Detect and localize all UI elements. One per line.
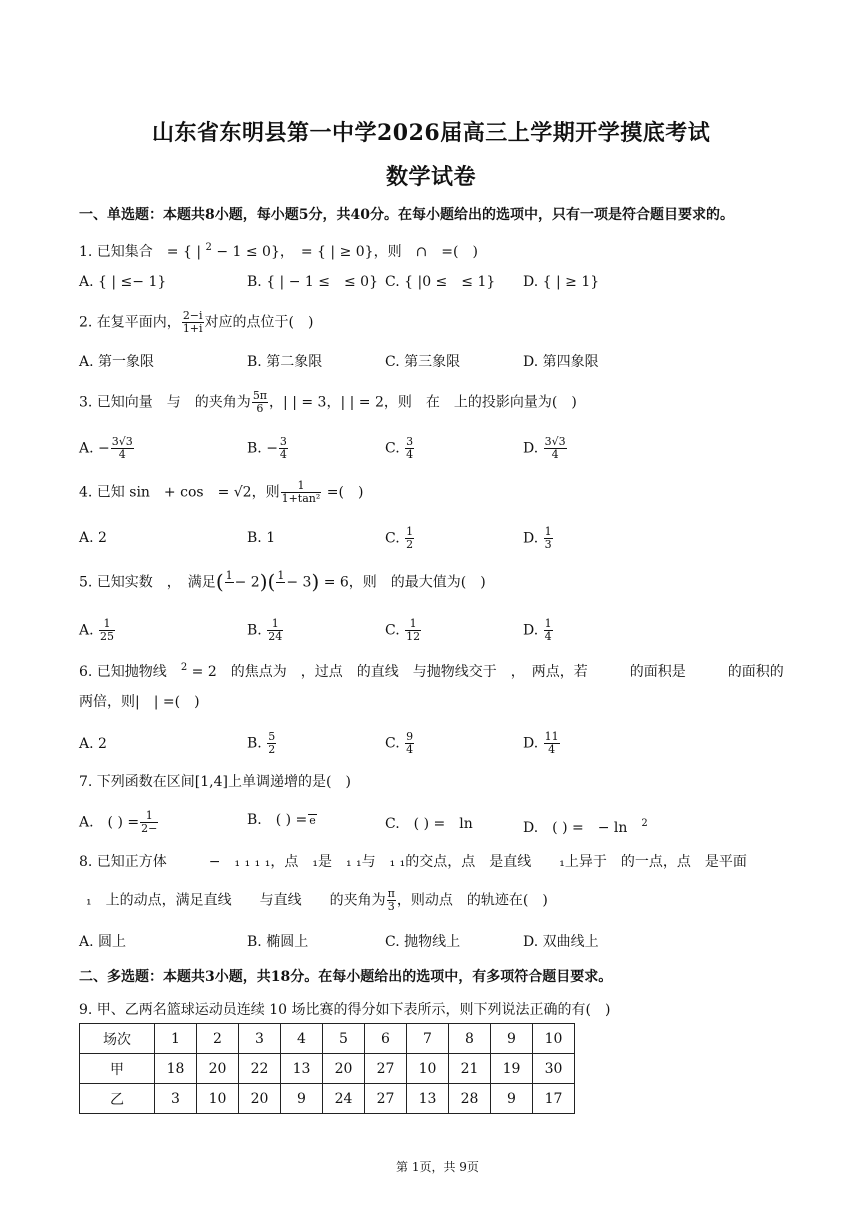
question-1-stem: 1. 已知集合 = { | $^2$ − 1 ≤ 0}， = { | ≥ 0}，则 ∩ =( ) (79, 242, 478, 260)
table-cell: 24 (323, 1084, 365, 1114)
table-cell: 9 (491, 1024, 533, 1054)
q4-option-a[interactable]: A. 2 (79, 530, 107, 546)
section-heading-multiple-choice: 二、多选题：本题共3小题，共18分。在每小题给出的选项中，有多项符合题目要求。 (79, 969, 613, 985)
q1-option-c[interactable]: C. { |0 ≤ ≤ 1} (385, 274, 496, 290)
table-cell: 8 (449, 1024, 491, 1054)
table-cell: 10 (533, 1024, 575, 1054)
table-cell: 9 (281, 1084, 323, 1114)
q4-option-b[interactable]: B. 1 (247, 530, 276, 546)
table-cell: 20 (323, 1054, 365, 1084)
table-cell: 22 (239, 1054, 281, 1084)
table-cell: 21 (449, 1054, 491, 1084)
q3-option-b[interactable]: B. − $\frac{3}{4}$ (247, 435, 287, 461)
question-8-stem-line2: ₁ 上的动点，满足直线 与直线 的夹角为 $\frac{\pi}{3}$ ，则动点 的轨迹在( ) (86, 887, 548, 913)
table-cell: 2 (197, 1024, 239, 1054)
q7-option-d[interactable]: D. ( ) = − ln $^2$ (523, 818, 648, 836)
table-cell: 30 (533, 1054, 575, 1084)
table-cell: 13 (281, 1054, 323, 1084)
table-cell: 18 (155, 1054, 197, 1084)
q7-option-c[interactable]: C. ( ) = ln (385, 816, 473, 832)
q3-option-d[interactable]: D. $\frac{3√3}{4}$ (523, 435, 566, 461)
question-5-stem: 5. 已知实数 ， 满足( 1 − 2)( 1 − 3) = 6，则 的最大值为( ) (79, 569, 486, 594)
table-cell: 10 (197, 1084, 239, 1114)
page-footer: 第 1页，共 9页 (396, 1160, 479, 1174)
q3-option-a[interactable]: A. − $\frac{3√3}{4}$ (79, 435, 133, 461)
table-cell: 20 (239, 1084, 281, 1114)
table-cell: 场次 (80, 1024, 155, 1054)
q6-option-c[interactable]: C. $\frac{9}{4}$ (385, 730, 414, 756)
question-6-stem-line1: 6. 已知抛物线 $^2$ = 2 的焦点为 ，过点 的直线 与抛物线交于 ， 两点，若 的面积是 的面积的 (79, 662, 784, 680)
q2-option-b[interactable]: B. 第二象限 (247, 354, 323, 370)
table-cell: 甲 (80, 1054, 155, 1084)
table-cell: 5 (323, 1024, 365, 1054)
q1-option-a[interactable]: A. { | ≤− 1} (79, 274, 167, 290)
q8-option-d[interactable]: D. 双曲线上 (523, 934, 599, 950)
table-cell: 6 (365, 1024, 407, 1054)
table-cell: 28 (449, 1084, 491, 1114)
q4-option-c[interactable]: C. $\frac{1}{2}$ (385, 525, 414, 551)
q2-option-a[interactable]: A. 第一象限 (79, 354, 155, 370)
table-row (80, 1054, 575, 1084)
section-heading-single-choice: 一、单选题：本题共8小题，每小题5分，共40分。在每小题给出的选项中，只有一项是符合题目要求的。 (79, 207, 734, 223)
q7-option-b[interactable]: B. ( ) = e (247, 812, 316, 828)
q1-option-d[interactable]: D. { | ≥ 1} (523, 274, 600, 290)
question-2-stem: 2. 在复平面内， $\frac{2-i}{1+i}$ 对应的点位于( ) (79, 309, 314, 335)
q5-option-a[interactable]: A. $\frac{1}{25}$ (79, 617, 115, 643)
question-9-stem: 9. 甲、乙两名篮球运动员连续 10 场比赛的得分如下表所示，则下列说法正确的有( ) (79, 1002, 611, 1018)
table-cell: 19 (491, 1054, 533, 1084)
table-row (80, 1084, 575, 1114)
table-cell: 3 (155, 1084, 197, 1114)
table-cell: 27 (365, 1084, 407, 1114)
q6-option-b[interactable]: B. $\frac{5}{2}$ (247, 730, 276, 756)
question-3-stem: 3. 已知向量 与 的夹角为 $\frac{5\pi}{6}$ ，| | = 3，| | = 2，则 在 上的投影向量为( ) (79, 389, 577, 415)
table-cell: 13 (407, 1084, 449, 1114)
question-7-stem: 7. 下列函数在区间[1,4]上单调递增的是( ) (79, 774, 351, 790)
question-4-stem: 4. 已知 sin + cos = √2，则 $\frac{1}{\text{1+tan²}}$ =( ) (79, 479, 364, 505)
exam-title: 山东省东明县第一中学2026届高三上学期开学摸底考试 (152, 120, 711, 146)
q8-option-a[interactable]: A. 圆上 (79, 934, 127, 950)
q2-option-d[interactable]: D. 第四象限 (523, 354, 599, 370)
q8-option-c[interactable]: C. 抛物线上 (385, 934, 461, 950)
q4-option-d[interactable]: D. $\frac{1}{3}$ (523, 525, 552, 551)
q7-option-a[interactable]: A. ( ) = $\frac{1}{2-}$ (79, 809, 158, 835)
q5-option-c[interactable]: C. $\frac{1}{12}$ (385, 617, 421, 643)
exam-subtitle: 数学试卷 (386, 164, 477, 190)
q6-option-d[interactable]: D. $\frac{11}{4}$ (523, 730, 559, 756)
table-cell: 9 (491, 1084, 533, 1114)
q6-option-a[interactable]: A. 2 (79, 736, 107, 752)
q5-option-b[interactable]: B. $\frac{1}{24}$ (247, 617, 283, 643)
q2-option-c[interactable]: C. 第三象限 (385, 354, 461, 370)
table-cell: 17 (533, 1084, 575, 1114)
table-cell: 3 (239, 1024, 281, 1054)
question-8-stem-line1: 8. 已知正方体 − ₁ ₁ ₁ ₁，点 ₁是 ₁ ₁与 ₁ ₁的交点，点 是直线 ₁上异于 的一点，点 是平面 (79, 854, 747, 870)
table-cell: 乙 (80, 1084, 155, 1114)
table-cell: 4 (281, 1024, 323, 1054)
q8-option-b[interactable]: B. 椭圆上 (247, 934, 309, 950)
table-cell: 27 (365, 1054, 407, 1084)
question-6-stem-line2: 两倍，则| | =( ) (79, 694, 200, 710)
table-cell: 7 (407, 1024, 449, 1054)
q1-option-b[interactable]: B. { | − 1 ≤ ≤ 0} (247, 274, 378, 290)
score-table (79, 1023, 575, 1114)
table-cell: 10 (407, 1054, 449, 1084)
table-header-row (80, 1024, 575, 1054)
q3-option-c[interactable]: C. $\frac{3}{4}$ (385, 435, 414, 461)
table-cell: 1 (155, 1024, 197, 1054)
table-cell: 20 (197, 1054, 239, 1084)
q5-option-d[interactable]: D. $\frac{1}{4}$ (523, 617, 552, 643)
